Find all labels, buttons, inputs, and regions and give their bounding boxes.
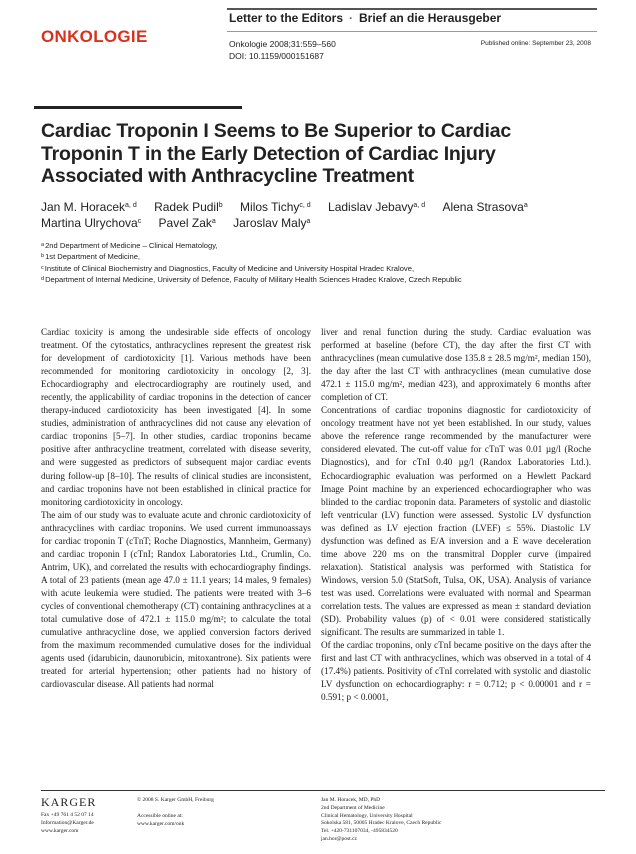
- section-separator: ·: [349, 11, 354, 25]
- author-name: Ladislav Jebavy: [328, 200, 414, 214]
- affiliation-text: 2nd Department of Medicine – Clinical Hematology,: [45, 241, 218, 250]
- author: [41, 199, 137, 215]
- affiliation-mark: b: [41, 253, 45, 260]
- doi-link[interactable]: 10.1159/000151687: [248, 51, 324, 61]
- title-rule: [34, 106, 242, 109]
- corr-name: Jan M. Horacek, MD, PhD: [321, 797, 381, 803]
- affiliation: [41, 274, 601, 285]
- body-paragraph: Of the cardiac troponins, only cTnI became positive on the days after the first and last CT with anthracyclines, which was observed in a total of 4 (17.4%) patients. Positivity of cTnI correlated with systolic and diastolic LV dysfunction on echocardiography: r = 0.712; p < 0.00001 and r = 0.591; p < 0.0001,: [321, 640, 591, 703]
- author-name: Jan M. Horacek: [41, 200, 126, 214]
- corr-dept: 2nd Department of Medicine: [321, 804, 385, 811]
- author-list: [41, 199, 601, 231]
- body-column-right: [321, 326, 591, 704]
- citation-block: [229, 38, 336, 62]
- author: [328, 199, 425, 215]
- author-affiliation-mark: c: [137, 218, 142, 225]
- doi-line: [229, 50, 336, 62]
- header-divider: [227, 31, 597, 32]
- article-title: Cardiac Troponin I Seems to Be Superior to Cardiac Troponin T in the Early Detection of Cardiac Injury Associated with Anthracycline Treatment: [41, 120, 512, 187]
- author-affiliation-mark: c, d: [299, 202, 311, 209]
- published-date: Published online: September 23, 2008: [480, 40, 591, 47]
- section-heading: [229, 11, 501, 25]
- corr-phone: Tel. +420-731107034, -495834520: [321, 828, 398, 835]
- author: [233, 215, 310, 231]
- author-affiliation-mark: a: [306, 218, 311, 225]
- author-name: Pavel Zak: [158, 216, 212, 230]
- affiliation-list: [41, 240, 601, 285]
- publisher-email[interactable]: Information@Karger.de: [41, 819, 94, 826]
- corr-email[interactable]: jan.hor@post.cz: [321, 835, 357, 842]
- publisher-contact: [41, 812, 94, 835]
- author: [159, 215, 216, 231]
- body-paragraph: liver and renal function during the study. Cardiac evaluation was performed at baseline (before CT), the day after the first CT with anthracyclines (mean cumulative dose 135.8 ± 28.5 mg/m², median 150), the day after the last CT with anthracyclines (mean cumulative dose 472.1 ± 115.0 mg/m², median 423), and approximately 6 months after completion of CT.: [321, 327, 591, 403]
- affiliation-mark: d: [41, 275, 45, 282]
- publisher-logo: KARGER: [41, 795, 97, 809]
- citation: Onkologie 2008;31:559–560: [229, 39, 336, 49]
- author: [154, 199, 223, 215]
- author-name: Radek Pudil: [154, 200, 219, 214]
- affiliation-text: 1st Department of Medicine,: [45, 252, 141, 262]
- section-de: Brief an die Herausgeber: [359, 11, 502, 25]
- body-paragraph: The aim of our study was to evaluate acute and chronic cardiotoxicity of anthracyclines with cardiac troponins. We used current immunoassays for cardiac troponin T (cTnT; Roche Diagnostics, Mannheim, Germany) and cardiac troponin I (cTnI; Randox Laboratories Ltd., Crumlin, Co. Antrim, UK), and correlated the results with echocardiography findings. A total of 23 patients (mean age 47.0 ± 11.1 years; 14 males, 9 females) with acute leukemia were studied. The patients were treated with 3–6 cycles of conventional chemotherapy (CT) containing anthracyclines at a total cumulative dose of 472.1 ± 115.0 mg/m²; to calculate the total cumulative anthracycline dose, we applied conversion factors derived from the maximum recommended cumulative doses for the individual agents used (idarubicin, daunorubicin, mitoxantrone). Six patients were treated for arterial hypertension; other patients had no history of cardiovascular disease. All patients had normal: [41, 509, 311, 690]
- online-label: Accessible online at:: [137, 813, 183, 819]
- online-access: [137, 813, 184, 829]
- affiliation: [41, 240, 601, 251]
- footer-rule: [41, 790, 605, 791]
- author-affiliation-mark: a: [523, 202, 528, 209]
- body-paragraph: Cardiac toxicity is among the undesirable side effects of oncology treatment. Of the cytostatics, anthracyclines represent the greatest risk for development of cardiotoxicity [1]. Various methods have been recommended for monitoring cardiotoxicity in oncology [2, 3]. Echocardiography and electrocardiography are routinely used, and recently, the applicability of cardiac troponins in the detection of cancer therapy-induced cardiotoxicity has been investigated [4]. In some studies, administration of anthracyclines did not cause any elevation of cardiac troponins [5–7]. In other studies, cardiac troponins became positive after anthracycline treatment, correlated with disease severity, and were suggested as predictors of subsequent major cardiac events during follow-up [8–10]. The results of clinical studies are inconsistent, and cardiac troponins have not been established in clinical practice for monitoring cardiotoxicity in oncology.: [41, 327, 311, 507]
- affiliation: [41, 251, 601, 262]
- affiliation: [41, 263, 601, 274]
- author-affiliation-mark: a: [211, 218, 216, 225]
- publisher-fax: Fax +49 761 4 52 07 14: [41, 812, 94, 818]
- author-name: Martina Ulrychova: [41, 216, 138, 230]
- corr-address: Sokolska 581, 50005 Hradec Kralove, Czech Republic: [321, 820, 442, 827]
- publisher-website[interactable]: www.karger.com: [41, 827, 79, 834]
- correspondence: [321, 797, 441, 844]
- body-paragraph: Concentrations of cardiac troponins diagnostic for cardiotoxicity of oncology treatment have not yet been established. In our study, values above the reference range recommended by the manufacturer were considered elevated. The cut-off value for cTnT was 0.01 µg/l (Roche Diagnostics), and for cTnI 0.40 µg/l (Randox Laboratories Ltd.). Echocardiographic evaluation was performed on a Hewlett Packard Image Point machine by an experienced echocardiographer who was blinded to the cardiac troponin data. Parameters of systolic and diastolic left ventricular (LV) function were assessed. Systolic LV dysfunction was defined as LV ejection fraction (LVEF) ≤ 55%. Diastolic LV dysfunction was defined as E/A inversion and a E wave deceleration time above 220 ms on the transmitral Doppler curve (impaired relaxation). Statistical analysis was performed with Statistica for Windows, version 5.0 (StatSoft, Tulsa, OK, USA). Analysis of variance test was used. Correlations were evaluated with normal and Spearman correlation tests. The values are expressed as mean ± standard deviation (SD). Probability values (p) of < 0.01 were considered statistically significant. The results are summarized in table 1.: [321, 405, 591, 638]
- author-name: Milos Tichy: [240, 200, 300, 214]
- section-en: Letter to the Editors: [229, 11, 344, 25]
- author-affiliation-mark: a, d: [125, 202, 137, 209]
- affiliation-text: Department of Internal Medicine, University of Defence, Faculty of Military Health Sciences Hradec Kralove, Czech Republic: [45, 274, 462, 284]
- header-rule: [227, 8, 597, 10]
- author-name: Alena Strasova: [442, 200, 524, 214]
- author: [240, 199, 311, 215]
- online-link[interactable]: www.karger.com/onk: [137, 820, 185, 827]
- copyright: © 2008 S. Karger GmbH, Freiburg: [137, 797, 214, 803]
- affiliation-text: Institute of Clinical Biochemistry and Diagnostics, Faculty of Medicine and University Hospital Hradec Kralove,: [44, 263, 415, 273]
- author-affiliation-mark: b: [218, 202, 223, 209]
- author-affiliation-mark: a, d: [413, 202, 426, 209]
- body-column-left: [41, 326, 311, 691]
- author: [442, 199, 527, 215]
- affiliation-mark: c: [41, 264, 44, 271]
- affiliation-mark: a: [41, 242, 45, 248]
- doi-label: DOI:: [229, 51, 249, 61]
- author: [41, 215, 141, 231]
- author-name: Jaroslav Maly: [233, 216, 307, 230]
- corr-hospital: Clinical Hematology, University Hospital: [321, 812, 413, 819]
- journal-logo: ONKOLOGIE: [41, 27, 148, 46]
